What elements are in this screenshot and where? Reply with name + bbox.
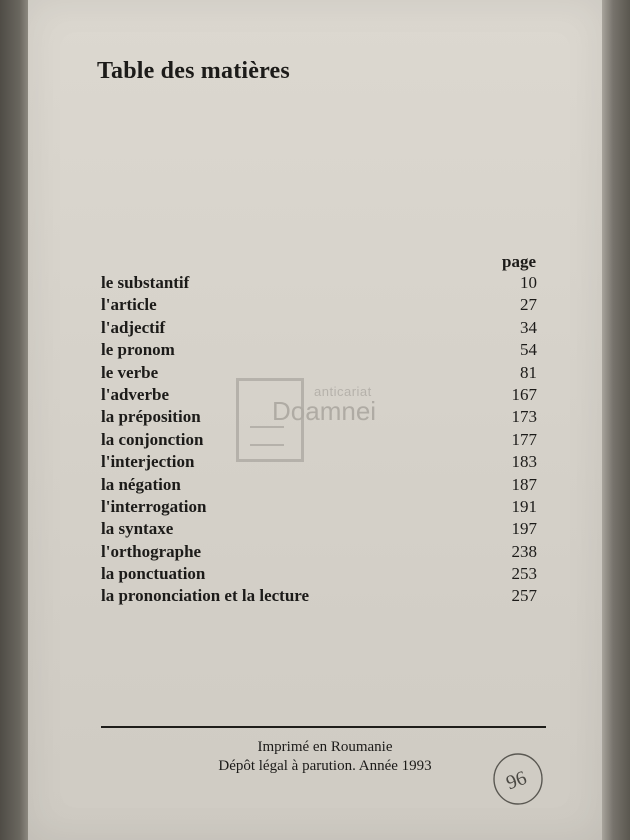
adjacent-page-edge — [602, 0, 630, 840]
watermark-brand-text: Doamnei — [272, 396, 377, 426]
toc-entry — [101, 339, 537, 361]
toc-entry-label: la préposition — [101, 407, 201, 427]
toc-entry — [101, 585, 537, 607]
toc-entry-label: l'adjectif — [101, 317, 166, 337]
toc-entry-label: le pronom — [101, 340, 175, 360]
toc-entry — [101, 294, 537, 316]
toc-entry-label: l'orthographe — [101, 541, 202, 561]
toc-entry-label: l'interjection — [101, 452, 195, 472]
imprint-line-2: Dépôt légal à parution. Année 1993 — [218, 758, 432, 774]
toc-entry — [101, 518, 537, 540]
stamp-text: 96 — [503, 766, 530, 795]
watermark-small-text: anticariat — [314, 384, 372, 399]
toc-entry-label: l'article — [101, 295, 157, 315]
toc-entry — [101, 563, 537, 585]
toc-entry — [101, 496, 537, 518]
toc-entry — [101, 272, 537, 294]
toc-entry-page: 177 — [511, 429, 537, 449]
stamp-circle-icon — [490, 750, 546, 808]
toc-entry-label: la prononciation et la lecture — [101, 586, 310, 606]
toc-entry — [101, 474, 537, 496]
imprint-block — [210, 738, 440, 776]
toc-entry-page: 10 — [520, 273, 537, 292]
page-column-header: page — [502, 252, 536, 271]
toc-entry-label: la conjonction — [101, 429, 204, 449]
handwritten-price-stamp — [490, 750, 546, 813]
toc-entry-page: 183 — [511, 452, 537, 472]
toc-entry-label: l'interrogation — [101, 496, 207, 516]
toc-entry-label: la négation — [101, 474, 181, 494]
toc-entry-page: 257 — [511, 586, 537, 606]
page-title: Table des matières — [97, 58, 290, 84]
toc-entry-page: 54 — [520, 340, 537, 360]
toc-entry-label: la syntaxe — [101, 519, 174, 539]
toc-entry-page: 81 — [520, 362, 537, 382]
footer-divider — [101, 726, 546, 728]
toc-entry — [101, 541, 537, 563]
watermark-logo — [236, 378, 406, 460]
book-gutter — [0, 0, 28, 840]
toc-entry-page: 253 — [511, 564, 537, 584]
imprint-line-1: Imprimé en Roumanie — [257, 739, 393, 755]
toc-entry-page: 238 — [511, 541, 537, 561]
toc-entry-page: 173 — [511, 407, 537, 427]
toc-entry-page: 27 — [520, 295, 537, 315]
toc-entry-label: le substantif — [101, 273, 190, 292]
toc-entry-page: 34 — [520, 317, 537, 337]
toc-entry-label: l'adverbe — [101, 384, 169, 404]
toc-entry-page: 167 — [511, 384, 537, 404]
toc-entry-label: la ponctuation — [101, 564, 206, 584]
toc-entry — [101, 317, 537, 339]
watermark-book-icon — [250, 426, 284, 446]
toc-entry-page: 197 — [511, 519, 537, 539]
toc-entry-label: le verbe — [101, 362, 159, 382]
toc-entry-page: 191 — [511, 496, 537, 516]
toc-entry-page: 187 — [511, 474, 537, 494]
